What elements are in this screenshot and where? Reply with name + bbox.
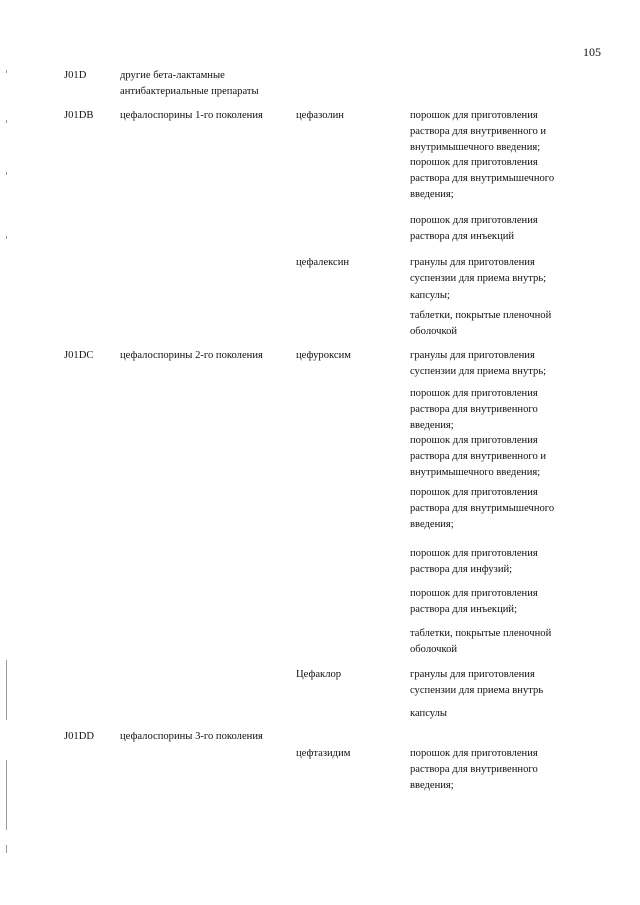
dosage-form (410, 288, 450, 304)
dosage-form-line: порошок для приготовления (410, 548, 538, 559)
dosage-form-line: введения; (410, 420, 454, 431)
group-name-line: другие бета-лактамные (120, 70, 225, 81)
drug-name-cefalexin: цефалексин (296, 257, 350, 268)
group-name-j01dc: цефалоспорины 2-го поколения (120, 350, 263, 361)
dosage-form-line: раствора для внутривенного (410, 764, 538, 775)
dosage-form-line: внутримышечного введения; (410, 142, 541, 153)
group-name-j01dd: цефалоспорины 3-го поколения (120, 731, 263, 742)
dosage-form-line: порошок для приготовления (410, 157, 538, 168)
group-name-line: антибактериальные препараты (120, 86, 259, 97)
atc-code-j01db: J01DB (64, 110, 94, 121)
scan-mark (6, 70, 7, 73)
atc-code-j01dc: J01DC (64, 350, 94, 361)
dosage-form-line: порошок для приготовления (410, 748, 538, 759)
dosage-form-line: порошок для приготовления (410, 388, 538, 399)
atc-code-j01dd: J01DD (64, 731, 95, 742)
dosage-form (410, 386, 538, 434)
drug-name-cefuroxime: цефуроксим (296, 350, 351, 361)
dosage-form (410, 626, 551, 658)
dosage-form-line: внутримышечного введения; (410, 467, 541, 478)
dosage-form-line: порошок для приготовления (410, 435, 538, 446)
drug-name-ceftazidime: цефтазидим (296, 748, 351, 759)
dosage-form-line: гранулы для приготовления (410, 669, 535, 680)
dosage-form-line: раствора для внутривенного и (410, 126, 547, 137)
scan-mark (6, 845, 7, 853)
dosage-form-line: суспензии для приема внутрь; (410, 366, 547, 377)
dosage-form-line: раствора для инъекций; (410, 604, 518, 615)
dosage-form (410, 706, 447, 722)
dosage-form-line: таблетки, покрытые пленочной (410, 310, 552, 321)
dosage-form-line: таблетки, покрытые пленочной (410, 628, 552, 639)
page-number: 105 (583, 45, 601, 59)
dosage-form (410, 433, 546, 481)
dosage-form-line: введения; (410, 189, 454, 200)
dosage-form (410, 308, 551, 340)
dosage-form-line: суспензии для приема внутрь; (410, 273, 547, 284)
dosage-form-line: порошок для приготовления (410, 487, 538, 498)
dosage-form (410, 667, 543, 699)
dosage-form-line: введения; (410, 780, 454, 791)
group-name-j01d (120, 68, 259, 100)
dosage-form-line: оболочкой (410, 326, 458, 337)
dosage-form (410, 485, 554, 533)
dosage-form (410, 586, 538, 618)
dosage-form-line: раствора для внутримышечного (410, 503, 555, 514)
dosage-form-line: гранулы для приготовления (410, 257, 535, 268)
scan-mark (6, 760, 7, 830)
dosage-form-line: раствора для инфузий; (410, 564, 513, 575)
dosage-form-line: гранулы для приготовления (410, 350, 535, 361)
dosage-form (410, 108, 546, 156)
dosage-form-line: оболочкой (410, 644, 458, 655)
dosage-form (410, 746, 538, 794)
group-name-j01db: цефалоспорины 1-го поколения (120, 110, 263, 121)
dosage-form-line: суспензии для приема внутрь (410, 685, 544, 696)
drug-name-cefaclor: Цефаклор (296, 669, 342, 680)
scan-mark (6, 120, 7, 123)
dosage-form (410, 348, 546, 380)
scan-mark (6, 660, 7, 720)
dosage-form-line: раствора для инъекций (410, 231, 515, 242)
scan-mark (6, 236, 7, 239)
dosage-form-line: раствора для внутримышечного (410, 173, 555, 184)
scan-mark (6, 172, 7, 175)
dosage-form-line: раствора для внутривенного и (410, 451, 547, 462)
dosage-form-line: раствора для внутривенного (410, 404, 538, 415)
dosage-form-line: капсулы (410, 708, 448, 719)
dosage-form-line: порошок для приготовления (410, 588, 538, 599)
dosage-form-line: введения; (410, 519, 454, 530)
dosage-form-line: капсулы; (410, 290, 450, 301)
dosage-form (410, 213, 538, 245)
dosage-form-line: порошок для приготовления (410, 110, 538, 121)
dosage-form-line: порошок для приготовления (410, 215, 538, 226)
dosage-form (410, 155, 554, 203)
drug-name-cefazolin: цефазолин (296, 110, 344, 121)
dosage-form (410, 255, 546, 287)
dosage-form (410, 546, 538, 578)
atc-code-j01d: J01D (64, 70, 87, 81)
